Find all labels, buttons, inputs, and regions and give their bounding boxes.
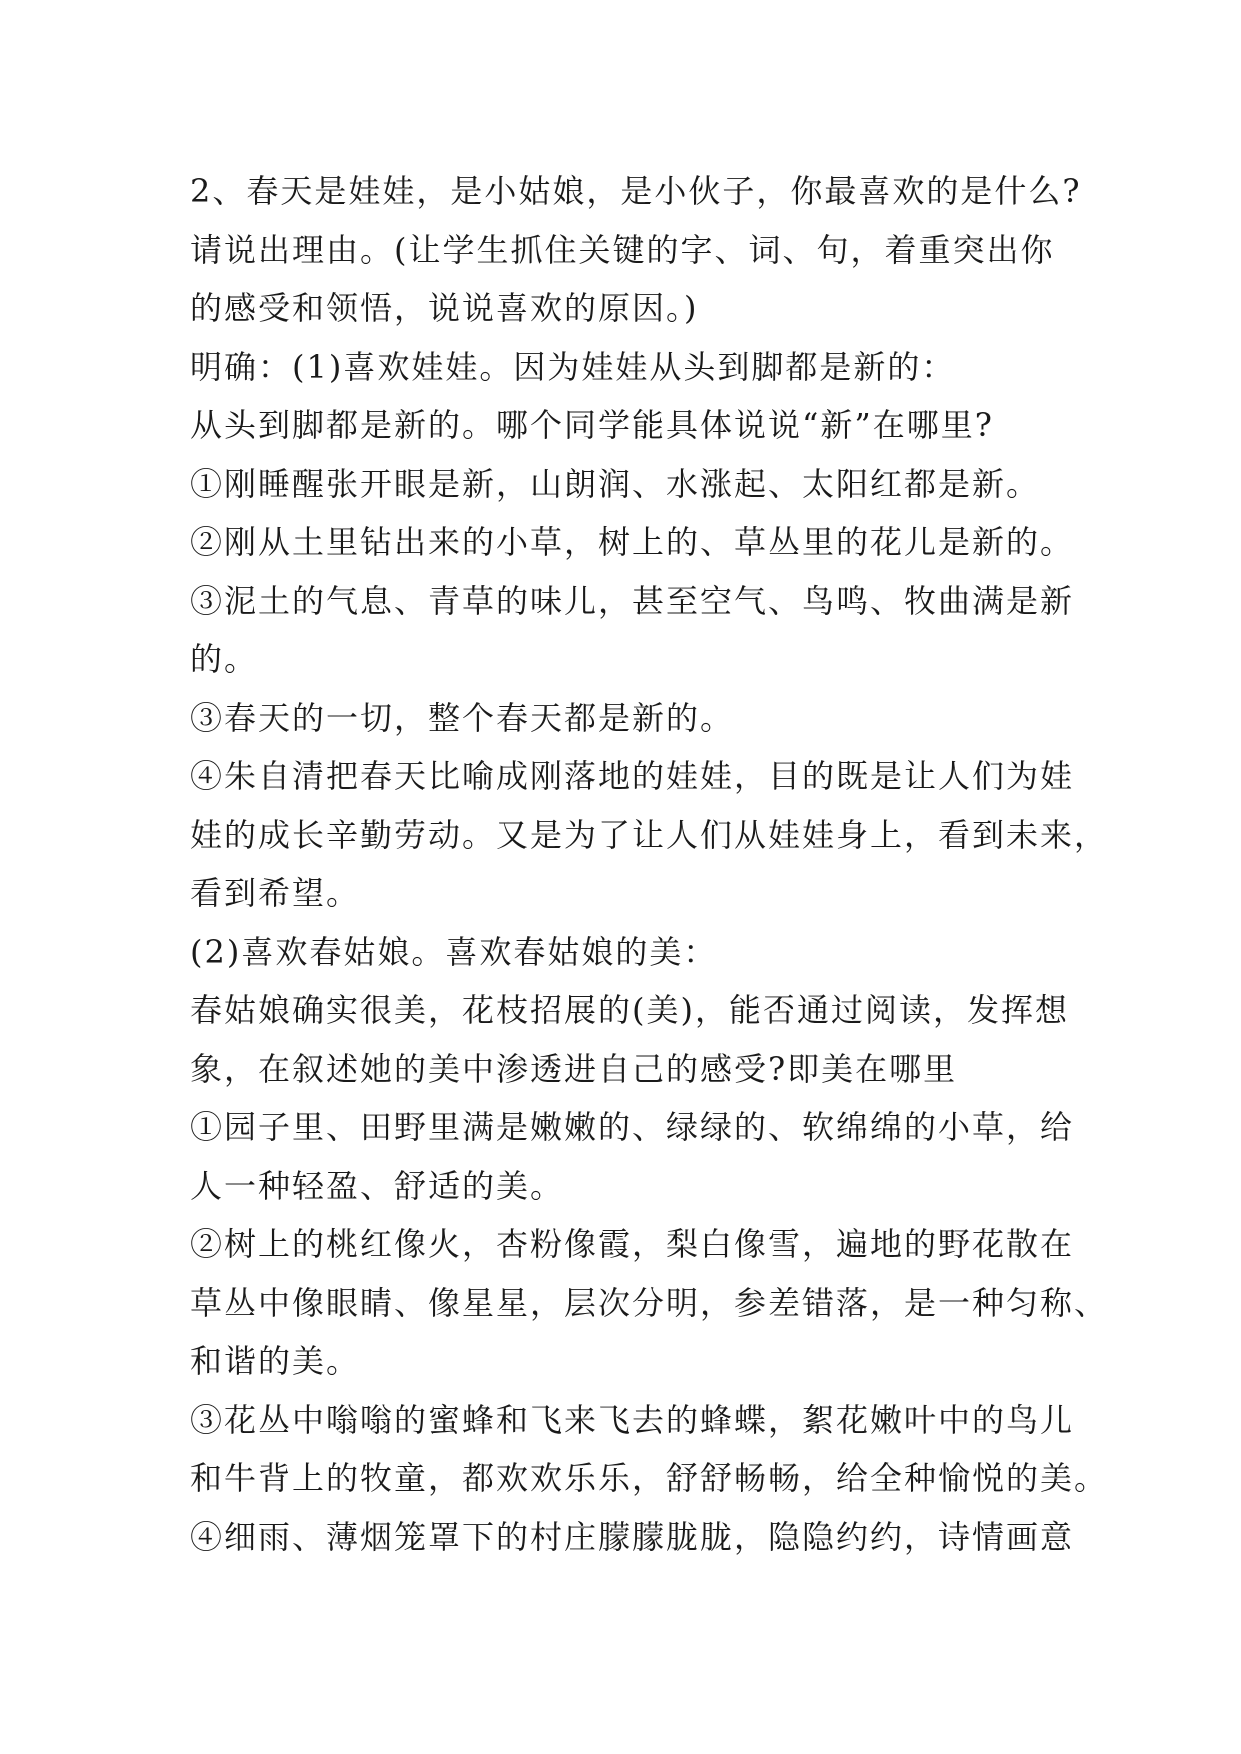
text-line: ①刚睡醒张开眼是新，山朗润、水涨起、太阳红都是新。 (190, 464, 1041, 503)
text-line: 的。 (190, 640, 259, 678)
text-line: 请说出理由。(让学生抓住关键的字、词、句，着重突出你 (190, 230, 1055, 269)
text-line: 的感受和领悟，说说喜欢的原因。) (190, 289, 699, 327)
text-line: ②树上的桃红像火，杏粉像霞，梨白像雪，遍地的野花散在 (190, 1225, 1075, 1263)
text-line: ③花丛中嗡嗡的蜜蜂和飞来飞去的蜂蝶，絮花嫩叶中的鸟儿 (190, 1400, 1075, 1439)
text-line: 和谐的美。 (190, 1342, 361, 1380)
text-line: 2、春天是娃娃，是小姑娘，是小伙子，你最喜欢的是什么? (190, 172, 1082, 210)
text-line: 和牛背上的牧童，都欢欢乐乐，舒舒畅畅，给全种愉悦的美。 (190, 1459, 1109, 1497)
text-line: 春姑娘确实很美，花枝招展的(美)，能否通过阅读，发挥想 (190, 991, 1069, 1029)
text-line: 象，在叙述她的美中渗透进自己的感受?即美在哪里 (190, 1049, 958, 1088)
text-line: ①园子里、田野里满是嫩嫩的、绿绿的、软绵绵的小草，给 (190, 1108, 1075, 1146)
body-text (190, 162, 1109, 1566)
text-line: 从头到脚都是新的。哪个同学能具体说说“新”在哪里? (190, 406, 994, 444)
text-line: ②刚从土里钻出来的小草，树上的、草丛里的花儿是新的。 (190, 523, 1075, 561)
text-line: ③泥土的气息、青草的味儿，甚至空气、鸟鸣、牧曲满是新 (190, 581, 1075, 620)
text-line: (2)喜欢春姑娘。喜欢春姑娘的美： (190, 932, 718, 971)
text-line: 明确：(1)喜欢娃娃。因为娃娃从头到脚都是新的： (190, 347, 956, 386)
text-line: ③春天的一切，整个春天都是新的。 (190, 698, 735, 737)
text-line: 看到希望。 (190, 874, 361, 912)
text-line: 娃的成长辛勤劳动。又是为了让人们从娃娃身上，看到未来， (190, 815, 1109, 854)
text-line: 人一种轻盈、舒适的美。 (190, 1166, 565, 1205)
text-line: ④细雨、薄烟笼罩下的村庄朦朦胧胧，隐隐约约，诗情画意 (190, 1517, 1075, 1556)
text-line: 草丛中像眼睛、像星星，层次分明，参差错落，是一种匀称、 (190, 1283, 1109, 1322)
text-line: ④朱自清把春天比喻成刚落地的娃娃，目的既是让人们为娃 (190, 757, 1075, 795)
